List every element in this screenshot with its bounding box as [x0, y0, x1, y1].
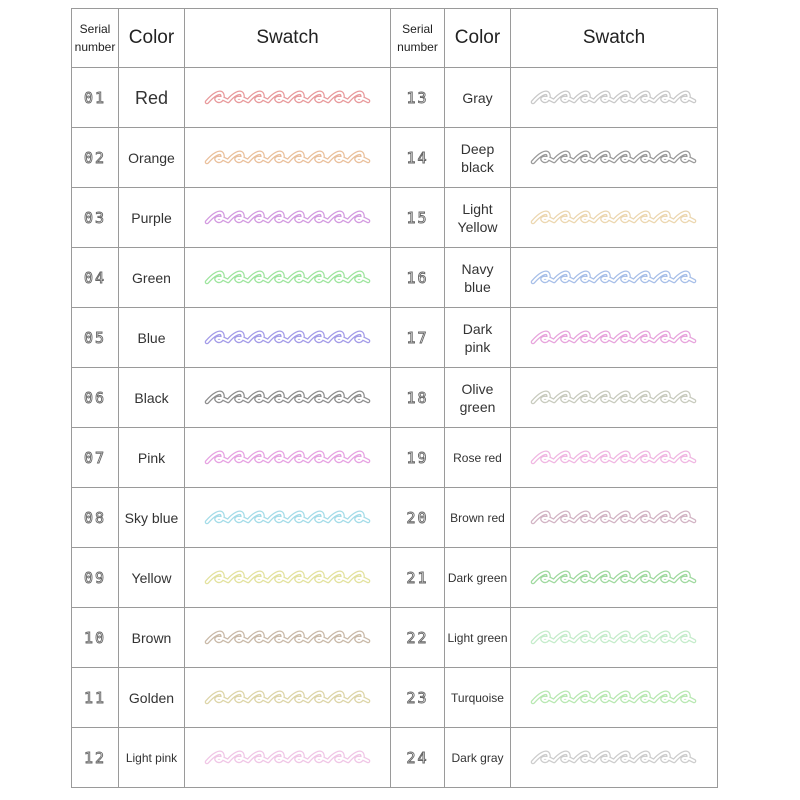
swatch-header: Swatch — [185, 9, 391, 68]
table-row — [72, 668, 718, 728]
color-name — [445, 608, 511, 668]
color-name: Yellow — [119, 548, 185, 608]
serial-number: 16 — [391, 248, 445, 308]
serial-number: 15 — [391, 188, 445, 248]
serial-number: 21 — [391, 548, 445, 608]
color-swatch — [511, 368, 718, 428]
color-name: Purple — [119, 188, 185, 248]
color-name-line: Navy — [461, 260, 494, 277]
serial-number: 17 — [391, 308, 445, 368]
color-swatch — [511, 548, 718, 608]
color-swatch — [511, 608, 718, 668]
table-row — [72, 608, 718, 668]
color-swatch — [185, 488, 391, 548]
serial-number: 13 — [391, 68, 445, 128]
color-swatch — [511, 308, 718, 368]
color-name — [445, 248, 511, 308]
color-swatch — [185, 548, 391, 608]
color-name: Blue — [119, 308, 185, 368]
color-name-line: Dark gray — [451, 750, 504, 765]
color-name-line: Olive — [461, 380, 494, 397]
color-swatch — [511, 428, 718, 488]
color-name — [445, 368, 511, 428]
swatch-line — [526, 266, 702, 290]
table-row — [72, 428, 718, 488]
color-name: Golden — [119, 668, 185, 728]
color-name: Sky blue — [119, 488, 185, 548]
table-row — [72, 488, 718, 548]
color-swatch — [185, 188, 391, 248]
swatch-line — [526, 86, 702, 110]
serial-number: 04 — [72, 248, 119, 308]
color-name — [445, 548, 511, 608]
color-name: Pink — [119, 428, 185, 488]
serial-number: 22 — [391, 608, 445, 668]
serial-number: 05 — [72, 308, 119, 368]
color-header: Color — [445, 9, 511, 68]
swatch-line — [200, 686, 376, 710]
serial-number: 06 — [72, 368, 119, 428]
serial-number: 18 — [391, 368, 445, 428]
table-row — [72, 368, 718, 428]
color-swatch — [185, 428, 391, 488]
color-name-line: Deep — [460, 140, 495, 157]
color-header: Color — [119, 9, 185, 68]
color-name-line: Light — [462, 200, 493, 217]
header-row — [72, 9, 718, 68]
serial-number: 23 — [391, 668, 445, 728]
color-name-line: pink — [464, 338, 491, 355]
color-swatch — [185, 308, 391, 368]
color-name — [445, 728, 511, 788]
swatch-line — [526, 686, 702, 710]
color-swatch — [511, 68, 718, 128]
swatch-line — [526, 626, 702, 650]
serial-number-header: Serial number — [72, 9, 119, 68]
color-name-line: Gray — [462, 89, 493, 106]
table-row — [72, 248, 718, 308]
color-name: Red — [119, 68, 185, 128]
color-chart-table — [71, 8, 718, 788]
swatch-line — [200, 326, 376, 350]
swatch-line — [200, 386, 376, 410]
table-row — [72, 728, 718, 788]
color-swatch — [185, 248, 391, 308]
color-swatch — [511, 728, 718, 788]
table-row — [72, 308, 718, 368]
swatch-line — [200, 266, 376, 290]
serial-number: 19 — [391, 428, 445, 488]
color-name-line: black — [461, 158, 494, 175]
serial-number: 24 — [391, 728, 445, 788]
color-swatch — [511, 188, 718, 248]
swatch-line — [200, 566, 376, 590]
swatch-line — [200, 626, 376, 650]
color-swatch — [185, 68, 391, 128]
color-name: Green — [119, 248, 185, 308]
swatch-line — [526, 386, 702, 410]
serial-number: 11 — [72, 668, 119, 728]
color-name-line: Yellow — [457, 218, 498, 235]
serial-number: 09 — [72, 548, 119, 608]
swatch-line — [526, 146, 702, 170]
serial-number-header: Serial number — [391, 9, 445, 68]
serial-number: 14 — [391, 128, 445, 188]
swatch-line — [526, 506, 702, 530]
color-swatch — [185, 608, 391, 668]
table-row — [72, 128, 718, 188]
serial-number: 03 — [72, 188, 119, 248]
color-name: Black — [119, 368, 185, 428]
serial-number: 20 — [391, 488, 445, 548]
table-row — [72, 548, 718, 608]
serial-number: 02 — [72, 128, 119, 188]
serial-number: 07 — [72, 428, 119, 488]
color-name-line: blue — [464, 278, 491, 295]
color-swatch — [185, 368, 391, 428]
swatch-line — [200, 146, 376, 170]
serial-number: 10 — [72, 608, 119, 668]
swatch-line — [526, 326, 702, 350]
color-swatch — [511, 128, 718, 188]
color-swatch — [511, 668, 718, 728]
swatch-line — [200, 86, 376, 110]
color-name — [445, 128, 511, 188]
color-name-line: Dark — [462, 320, 493, 337]
serial-number: 08 — [72, 488, 119, 548]
serial-number: 01 — [72, 68, 119, 128]
color-name — [445, 428, 511, 488]
color-name-line: green — [459, 398, 496, 415]
color-name: Brown — [119, 608, 185, 668]
color-swatch — [185, 728, 391, 788]
color-swatch — [511, 248, 718, 308]
color-swatch — [511, 488, 718, 548]
color-name-line: Rose red — [453, 450, 502, 465]
color-name: Orange — [119, 128, 185, 188]
color-name-line: Dark green — [447, 570, 508, 585]
color-name — [445, 488, 511, 548]
color-swatch — [185, 128, 391, 188]
table-row — [72, 68, 718, 128]
table-row — [72, 188, 718, 248]
swatch-line — [200, 746, 376, 770]
color-swatch — [185, 668, 391, 728]
swatch-line — [200, 446, 376, 470]
swatch-line — [526, 446, 702, 470]
color-name-line: Light green — [447, 630, 508, 645]
color-name: Light pink — [119, 728, 185, 788]
color-name-line: Brown red — [450, 510, 505, 525]
color-name — [445, 188, 511, 248]
swatch-line — [526, 206, 702, 230]
swatch-line — [526, 566, 702, 590]
color-name-line: Turquoise — [451, 690, 504, 705]
swatch-header: Swatch — [511, 9, 718, 68]
swatch-line — [200, 206, 376, 230]
color-name — [445, 68, 511, 128]
color-name — [445, 308, 511, 368]
swatch-line — [526, 746, 702, 770]
color-name — [445, 668, 511, 728]
swatch-line — [200, 506, 376, 530]
serial-number: 12 — [72, 728, 119, 788]
